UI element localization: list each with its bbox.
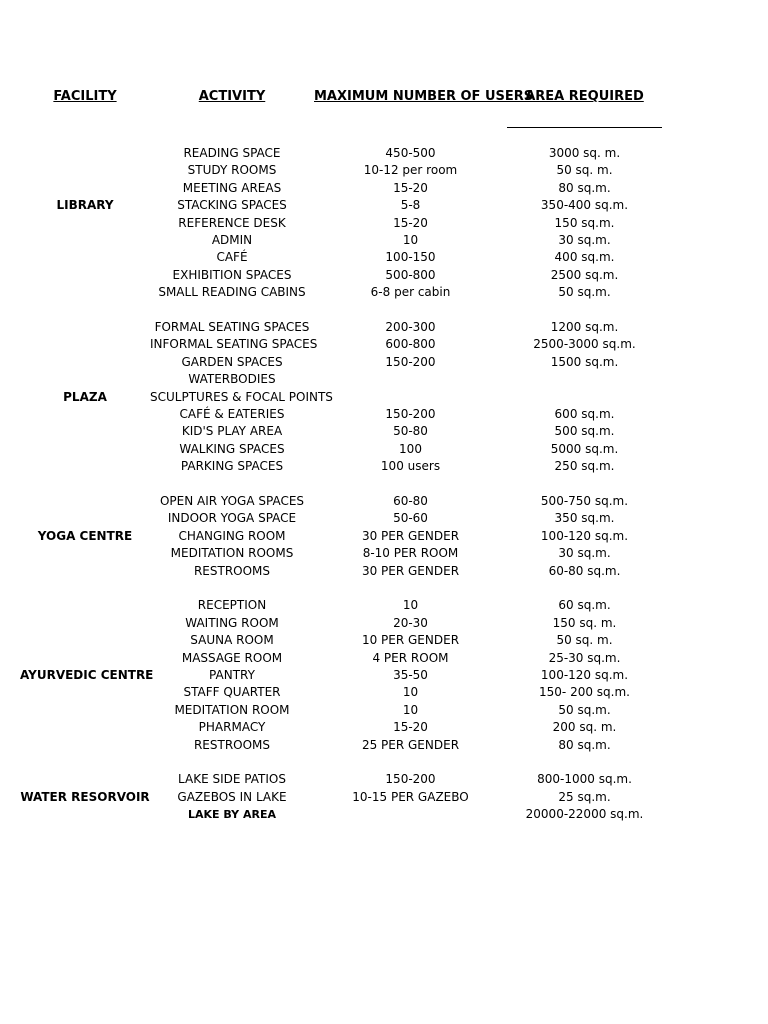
facility-cell: LIBRARY [56,198,114,213]
max-users-cell: 10 [402,702,419,717]
activity-cell: MEDITATION ROOMS [170,546,294,561]
max-users-cell: 100 [399,441,422,456]
table-row [0,597,768,614]
max-users-cell: 15-20 [393,215,428,230]
max-users-cell: 10-15 PER GAZEBO [352,789,469,804]
table-row [0,406,768,423]
table-row [0,650,768,667]
activity-cell: REFERENCE DESK [178,215,286,230]
max-users-cell: 10-12 per room [363,163,458,178]
max-users-cell: 25 PER GENDER [361,737,460,752]
area-cell: 60 sq.m. [558,598,611,613]
activity-cell: CAFÉ & EATERIES [179,407,285,421]
header-underline-rule [507,127,662,128]
area-cell: 150 sq.m. [554,215,615,230]
area-cell: 50 sq.m. [558,702,611,717]
max-users-cell: 600-800 [385,337,436,352]
table-header-activity: ACTIVITY [198,89,266,104]
area-cell: 350-400 sq.m. [540,198,629,213]
area-cell: 600 sq.m. [554,407,615,421]
activity-cell: LAKE SIDE PATIOS [178,772,286,787]
area-cell: 3000 sq. m. [548,146,621,160]
max-users-cell: 150-200 [385,407,436,421]
max-users-cell: 20-30 [393,615,428,630]
table-row [0,632,768,649]
table-row [0,510,768,527]
table-row [0,284,768,301]
table-row [0,232,768,249]
activity-cell: WATERBODIES [188,372,276,387]
max-users-cell: 8-10 PER ROOM [362,546,459,561]
area-cell: 25 sq.m. [558,789,611,804]
table-row [0,145,768,162]
max-users-cell: 10 [402,233,419,247]
area-cell: 200 sq. m. [552,720,617,735]
activity-cell: RESTROOMS [193,737,271,752]
table-row [0,545,768,562]
activity-cell: SAUNA ROOM [190,633,274,648]
table-row [0,336,768,353]
activity-cell: GAZEBOS IN LAKE [177,789,287,804]
activity-cell: READING SPACE [183,146,281,160]
activity-cell: FORMAL SEATING SPACES [154,320,310,334]
table-row [0,771,768,788]
max-users-cell: 450-500 [385,146,436,160]
area-cell: 800-1000 sq.m. [537,772,632,787]
table-row [0,528,768,545]
table-header-area: AREA REQUIRED [525,89,644,104]
activity-cell: MEDITATION ROOM [174,702,290,717]
area-cell: 25-30 sq.m. [548,650,621,665]
max-users-cell: 10 PER GENDER [361,633,460,648]
area-cell: 50 sq. m. [556,633,613,648]
table-header-max-users: MAXIMUM NUMBER OF USERS [314,89,534,104]
activity-cell: SMALL READING CABINS [158,285,306,300]
activity-cell: STACKING SPACES [177,198,287,213]
activity-cell: PARKING SPACES [180,459,284,474]
activity-cell: PANTRY [209,668,255,682]
table-row [0,493,768,510]
table-row [0,702,768,719]
activity-cell: INDOOR YOGA SPACE [167,511,297,526]
table-row [0,684,768,701]
table-row [0,754,768,771]
activity-cell: LAKE BY AREA [188,808,276,822]
area-cell: 100-120 sq.m. [540,668,629,682]
area-cell: 80 sq.m. [558,180,611,195]
table-row [0,267,768,284]
max-users-cell: 4 PER ROOM [372,650,449,665]
max-users-cell: 100-150 [385,250,436,265]
activity-cell: EXHIBITION SPACES [172,267,292,282]
max-users-cell: 200-300 [385,320,436,334]
table-row [0,215,768,232]
table-row [0,389,768,406]
table-row [0,180,768,197]
activity-cell: MEETING AREAS [182,180,282,195]
max-users-cell: 15-20 [393,720,428,735]
activity-cell: GARDEN SPACES [181,354,283,369]
activity-cell: MASSAGE ROOM [181,650,283,665]
activity-cell: OPEN AIR YOGA SPACES [159,494,305,508]
table-row [0,354,768,371]
area-cell: 150- 200 sq.m. [539,685,630,700]
facility-cell: WATER RESORVOIR [20,789,150,804]
table-row [0,615,768,632]
table-row [0,737,768,754]
max-users-cell: 500-800 [385,267,436,282]
activity-cell: KID'S PLAY AREA [181,424,283,439]
max-users-cell: 50-60 [393,511,428,526]
activity-cell: CHANGING ROOM [178,528,286,543]
activity-cell: SCULPTURES & FOCAL POINTS [150,389,333,404]
table-row [0,563,768,580]
max-users-cell: 150-200 [385,354,436,369]
table-row [0,667,768,684]
table-row [0,371,768,388]
table-row [0,719,768,736]
table-row [0,580,768,597]
table-row [0,789,768,806]
area-cell: 30 sq.m. [558,546,611,561]
area-cell: 1200 sq.m. [550,320,619,334]
max-users-cell: 10 [402,598,419,613]
activity-cell: CAFÉ [216,250,248,265]
activity-cell: RESTROOMS [193,563,271,578]
max-users-cell: 100 users [380,459,441,474]
area-cell: 400 sq.m. [554,250,615,265]
area-cell: 30 sq.m. [558,233,611,247]
area-cell: 20000-22000 sq.m. [525,807,644,822]
activity-cell: ADMIN [211,233,253,247]
table-row [0,319,768,336]
max-users-cell: 15-20 [393,180,428,195]
table-row [0,197,768,214]
max-users-cell: 5-8 [400,198,421,213]
area-cell: 250 sq.m. [554,459,615,474]
max-users-cell: 10 [402,685,419,700]
max-users-cell: 60-80 [393,494,428,508]
max-users-cell: 150-200 [385,772,436,787]
table-row [0,476,768,493]
area-cell: 50 sq.m. [558,285,611,300]
activity-cell: STUDY ROOMS [187,163,277,178]
max-users-cell: 35-50 [393,668,428,682]
table-row [0,302,768,319]
table-row [0,806,768,823]
max-users-cell: 30 PER GENDER [361,563,460,578]
activity-cell: PHARMACY [198,720,266,735]
activity-cell: WALKING SPACES [179,441,285,456]
activity-cell: WAITING ROOM [185,615,279,630]
area-cell: 500-750 sq.m. [540,494,629,508]
area-cell: 80 sq.m. [558,737,611,752]
max-users-cell: 50-80 [393,424,428,439]
area-cell: 5000 sq.m. [550,441,619,456]
area-cell: 150 sq. m. [552,615,617,630]
area-cell: 500 sq.m. [554,424,615,439]
area-cell: 1500 sq.m. [550,354,619,369]
area-cell: 50 sq. m. [556,163,613,178]
area-cell: 100-120 sq.m. [540,528,629,543]
area-cell: 350 sq.m. [554,511,615,526]
facility-cell: PLAZA [63,389,107,404]
facility-cell: YOGA CENTRE [37,528,133,543]
activity-cell: INFORMAL SEATING SPACES [150,337,318,352]
table-row [0,441,768,458]
table-header-facility: FACILITY [53,89,117,104]
area-cell: 2500 sq.m. [550,267,619,282]
table-row [0,458,768,475]
table-row [0,249,768,266]
activity-cell: STAFF QUARTER [183,685,281,700]
area-cell: 60-80 sq.m. [548,563,621,578]
max-users-cell: 6-8 per cabin [370,285,451,300]
area-cell: 2500-3000 sq.m. [533,337,636,352]
facility-cell: AYURVEDIC CENTRE [20,668,154,682]
max-users-cell: 30 PER GENDER [361,528,460,543]
activity-cell: RECEPTION [197,598,267,613]
table-row [0,423,768,440]
table-row [0,162,768,179]
